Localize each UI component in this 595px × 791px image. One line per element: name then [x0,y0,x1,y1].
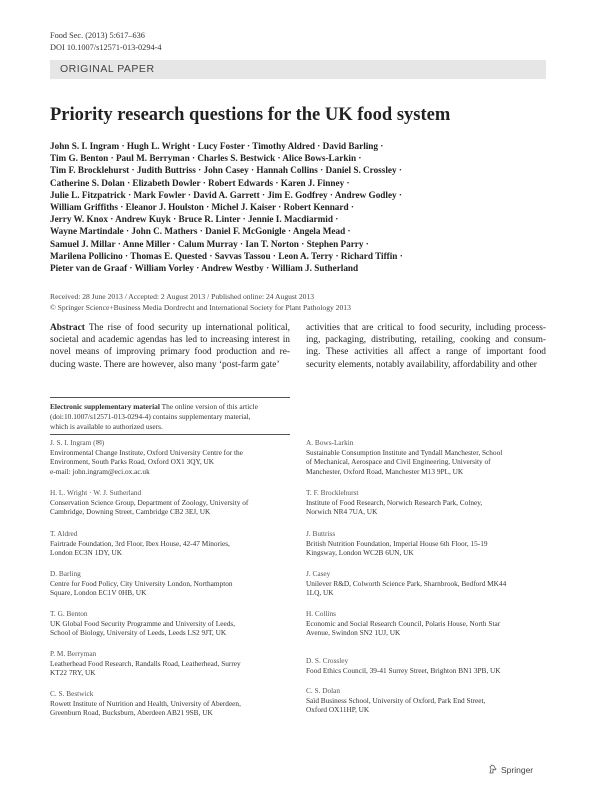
affiliation-line: Saïd Business School, University of Oxford, Park End Street, [306,695,486,705]
affiliation-line: Conservation Science Group, Department of Zoology, University of [50,497,249,507]
affiliation-line: Sustainable Consumption Institute and Tyndall Manchester, School [306,447,503,457]
affiliation-line: Environmental Change Institute, Oxford University Centre for the [50,447,243,457]
affiliation-line: British Nutrition Foundation, Imperial House 6th Floor, 15-19 [306,538,488,548]
author-line: William Griffiths · Eleanor J. Houlston · Michel J. Kaiser · Robert Kennard · [50,202,354,213]
publication-history [50,292,351,313]
affiliation-entry [306,438,502,476]
journal-meta [50,30,162,54]
abstract-line: security elements, notably availability, affordability and other [306,359,537,370]
affiliation-line: Centre for Food Policy, City University London, Northampton [50,578,233,588]
affiliation-line: School of Biology, University of Leeds, Leeds LS2 9JT, UK [50,628,227,638]
affiliation-line: Institute of Food Research, Norwich Research Park, Colney, [306,497,483,507]
affiliation-line: London EC3N 1DY, UK [50,548,123,558]
affiliation-line: of Mechanical, Aerospace and Civil Engineering, University of [306,457,491,467]
supplementary-label: Electronic supplementary material [50,402,160,411]
article-type-banner [50,60,546,79]
affiliation-line: Fairtrade Foundation, 3rd Floor, Ibex House, 42-47 Minories, [50,538,230,548]
affiliation-name: H. L. Wright · W. J. Sutherland [50,488,142,497]
affiliation-name: J. S. I. Ingram (✉) [50,438,105,447]
journal-citation: Food Sec. (2013) 5:617–636 [50,31,145,40]
affiliation-entry [50,569,233,598]
abstract-line: ing, packaging, distributing, retailing, cooking and consum- [306,335,546,346]
author-line: Pieter van de Graaf · William Vorley · Andrew Westby · William J. Sutherland [50,263,359,274]
affiliation-line: UK Global Food Security Programme and University of Leeds, [50,618,236,628]
affiliation-entry [50,488,248,517]
author-line: Tim G. Benton · Paul M. Berryman · Charles S. Bestwick · Alice Bows-Larkin · [50,153,362,164]
supplementary-text: The online version of this article [161,402,258,411]
article-type-label: ORIGINAL PAPER [60,63,155,75]
abstract-line: novel means of improving primary food production and re- [50,347,290,358]
publisher-name: Springer [501,765,534,775]
affiliation-entry [306,686,485,715]
author-line: Julie L. Fitzpatrick · Mark Fowler · David A. Garrett · Jim E. Godfrey · Andrew Godley · [50,189,402,200]
footnote-divider [50,397,290,398]
affiliation-entry [50,529,230,558]
affiliation-line: Avenue, Swindon SN2 1UJ, UK [306,628,401,638]
doi-link[interactable]: DOI 10.1007/s12571-013-0294-4 [50,43,162,52]
affiliation-line: Manchester, Oxford Road, Manchester M13 9PL, UK [306,466,464,476]
affiliation-line: Economic and Social Research Council, Polaris House, North Star [306,618,501,628]
affiliation-line: Norwich NR4 7UA, UK [306,507,378,517]
publisher-logo [488,764,533,775]
affiliation-name: J. Casey [306,569,331,578]
supplementary-line [50,402,295,412]
author-line: John S. I. Ingram · Hugh L. Wright · Lucy Foster · Timothy Aldred · David Barling · [50,141,384,151]
copyright-notice: © Springer Science+Business Media Dordrecht and International Society for Plant Pathology 2013 [50,302,351,312]
abstract-line: ing. These activities all affect a range of important food [306,347,546,358]
abstract-line: societal and academic agendas has led to increasing interest in [50,335,290,346]
affiliation-name: T. Aldred [50,529,78,538]
abstract-line: activities that are critical to food security, including process- [306,323,546,333]
affiliation-divider [50,434,290,435]
affiliation-name: D. S. Crossley [306,656,349,665]
affiliation-line: Cambridge, Downing Street, Cambridge CB2 3EJ, UK [50,507,211,517]
email-link[interactable]: e-mail: john.ingram@eci.ox.ac.uk [50,466,150,476]
affiliation-entry [50,649,241,678]
affiliation-entry [50,609,235,638]
supplementary-note [50,402,295,431]
affiliation-line: Rowett Institute of Nutrition and Health, University of Aberdeen, [50,698,241,708]
affiliation-name: H. Collins [306,609,337,618]
affiliation-entry [50,689,241,718]
author-line: Jerry W. Knox · Andrew Kuyk · Bruce R. Linter · Jennie I. Macdiarmid · [50,214,339,225]
affiliation-line: Greenburn Road, Bucksburn, Aberdeen AB21 9SB, UK [50,708,213,718]
affiliation-name: D. Barling [50,569,81,578]
paper-title: Priority research questions for the UK food system [50,105,451,125]
abstract-left-column [50,322,290,371]
abstract-right-column [306,322,546,371]
affiliation-entry [306,609,500,638]
affiliation-name: J. Buttriss [306,529,336,538]
affiliation-entry [50,438,243,476]
affiliation-name: A. Bows-Larkin [306,438,354,447]
affiliation-name: T. G. Benton [50,609,88,618]
abstract-label: Abstract [50,323,85,333]
affiliation-entry [306,529,488,558]
abstract-text: The rise of food security up international political, [88,323,290,333]
author-line: Catherine S. Dolan · Elizabeth Dowler · Robert Edwards · Karen J. Finney · [50,177,350,188]
supplementary-line[interactable]: (doi:10.1007/s12571-013-0294-4) contains supplementary material, [50,411,251,421]
abstract-line: ducing waste. There are however, also many ‘post-farm gate’ [50,359,280,370]
affiliation-line: Environment, South Parks Road, Oxford OX1 3QY, UK [50,457,215,467]
affiliation-entry [306,488,482,517]
affiliation-line: Kingsway, London WC2B 6UN, UK [306,548,414,558]
affiliation-line: Leatherhead Food Research, Randalls Road, Leatherhead, Surrey [50,658,241,668]
affiliation-entry [306,656,501,675]
author-list [50,140,550,274]
abstract-line [50,322,290,334]
affiliation-line: KT22 7RY, UK [50,668,96,678]
affiliation-entry [306,569,506,598]
springer-horse-icon [488,764,498,774]
affiliation-line: Square, London EC1V 0HB, UK [50,588,147,598]
affiliation-line: Food Ethics Council, 39-41 Surrey Street, Brighton BN1 3PB, UK [306,665,501,675]
affiliation-line: Oxford OX11HP, UK [306,705,370,715]
received-dates: Received: 28 June 2013 / Accepted: 2 August 2013 / Published online: 24 August 2013 [50,292,315,301]
author-line: Samuel J. Millar · Anne Miller · Calum Murray · Ian T. Norton · Stephen Parry · [50,238,369,249]
affiliation-line: 1LQ, UK [306,588,334,598]
supplementary-line: which is available to authorized users. [50,421,163,431]
affiliation-name: C. S. Dolan [306,686,341,695]
author-line: Tim F. Brocklehurst · Judith Buttriss · John Casey · Hannah Collins · Daniel S. Crossley · [50,165,402,176]
affiliation-name: P. M. Berryman [50,649,97,658]
affiliation-name: C. S. Bestwick [50,689,94,698]
author-line: Marilena Pollicino · Thomas E. Quested · Savvas Tassou · Leon A. Terry · Richard Tiffin · [50,250,403,261]
author-line: Wayne Martindale · John C. Mathers · Daniel F. McGonigle · Angela Mead · [50,226,351,237]
affiliation-name: T. F. Brocklehurst [306,488,359,497]
affiliation-line: Unilever R&D, Colworth Science Park, Sharnbrook, Bedford MK44 [306,578,507,588]
